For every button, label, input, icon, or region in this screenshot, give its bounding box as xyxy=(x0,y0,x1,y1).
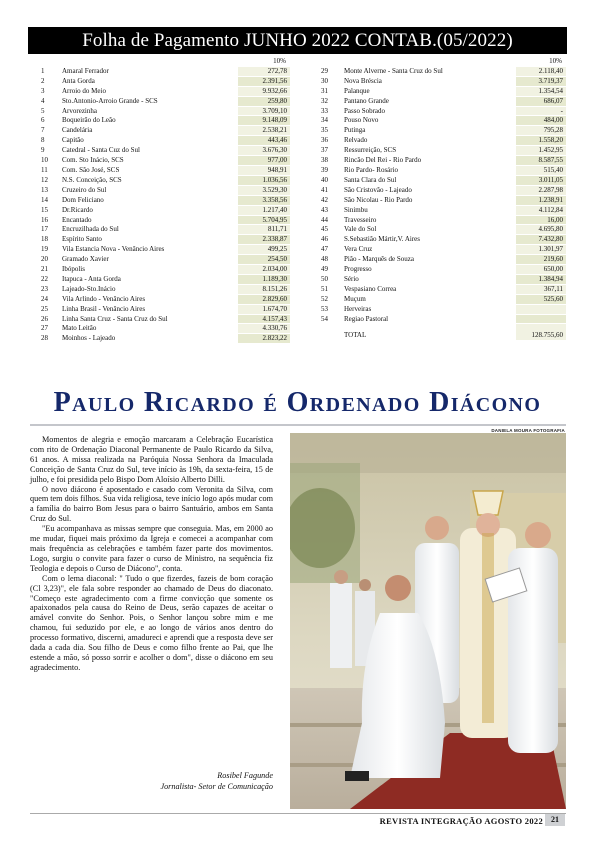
row-value: 1.217,40 xyxy=(238,205,290,215)
parish-name: Rincão Del Rei - Rio Pardo xyxy=(342,156,516,166)
row-value: 4.157,43 xyxy=(238,314,290,324)
percent-header: 10% xyxy=(516,57,566,66)
payroll-row xyxy=(318,274,566,284)
row-number: 54 xyxy=(318,314,342,324)
payroll-row xyxy=(38,324,290,334)
row-number: 44 xyxy=(318,215,342,225)
row-value: 1.301,97 xyxy=(516,245,566,255)
row-number: 32 xyxy=(318,96,342,106)
row-value: 2.829,60 xyxy=(238,294,290,304)
row-number: 3 xyxy=(38,86,60,96)
row-value: 1.354,54 xyxy=(516,86,566,96)
parish-name: Monte Alverne - Santa Cruz do Sul xyxy=(342,66,516,76)
row-number: 45 xyxy=(318,225,342,235)
title-divider xyxy=(30,424,566,426)
row-value: 8.151,26 xyxy=(238,284,290,294)
payroll-row xyxy=(38,185,290,195)
parish-name: Nova Bréscia xyxy=(342,76,516,86)
parish-name: S.Sebastião Mártir,V. Aires xyxy=(342,235,516,245)
author-name: Rosibel Fagunde xyxy=(217,771,273,780)
payroll-row xyxy=(318,215,566,225)
row-number: 36 xyxy=(318,136,342,146)
row-value: 3.709,10 xyxy=(238,106,290,116)
payroll-row xyxy=(38,274,290,284)
payroll-row xyxy=(318,96,566,106)
payroll-row xyxy=(318,185,566,195)
parish-name: Mato Leitão xyxy=(60,324,238,334)
row-value: 515,40 xyxy=(516,165,566,175)
row-value: 3.529,30 xyxy=(238,185,290,195)
payroll-row xyxy=(38,255,290,265)
row-value xyxy=(516,304,566,314)
row-value: 977,00 xyxy=(238,156,290,166)
row-number: 26 xyxy=(38,314,60,324)
row-number: 47 xyxy=(318,245,342,255)
row-number: 28 xyxy=(38,334,60,344)
payroll-row xyxy=(318,146,566,156)
row-value: 3.676,30 xyxy=(238,146,290,156)
total-label: TOTAL xyxy=(342,324,516,341)
parish-name: Pião - Marquês de Souza xyxy=(342,255,516,265)
row-value: 686,07 xyxy=(516,96,566,106)
row-number: 52 xyxy=(318,294,342,304)
parish-name: Sinimbu xyxy=(342,205,516,215)
row-number: 29 xyxy=(318,66,342,76)
payroll-row xyxy=(318,126,566,136)
parish-name: Ressurreição, SCS xyxy=(342,146,516,156)
row-number: 4 xyxy=(38,96,60,106)
payroll-row xyxy=(38,86,290,96)
payroll-row xyxy=(38,156,290,166)
article-paragraph: Momentos de alegria e emoção marcaram a Celebração Eucarística com rito de Ordenação Diaconal Permanente de Paulo Ricardo da Silva, 61 anos. A missa realizada na Paróquia Nossa Senhora da Imaculada Conceição de Santa Cruz do Sul, teve início às 19h, da sexta-feira, 15 de julho, e foi presidida pelo Bispo Dom Aloísio Alberto Dilli. xyxy=(30,435,273,484)
parish-name: Passo Sobrado xyxy=(342,106,516,116)
parish-name: Palanque xyxy=(342,86,516,96)
payroll-row xyxy=(38,126,290,136)
row-value: 9.148,09 xyxy=(238,116,290,126)
row-value: 1.238,91 xyxy=(516,195,566,205)
row-value: 525,60 xyxy=(516,294,566,304)
row-number: 14 xyxy=(38,195,60,205)
parish-name: Linha Santa Cruz - Santa Cruz do Sul xyxy=(60,314,238,324)
row-number: 16 xyxy=(38,215,60,225)
percent-header: 10% xyxy=(238,57,290,66)
row-value: 3.011,05 xyxy=(516,175,566,185)
ordination-photo xyxy=(290,433,566,809)
row-number: 51 xyxy=(318,284,342,294)
row-value: 2.538,21 xyxy=(238,126,290,136)
row-value: 1.674,70 xyxy=(238,304,290,314)
parish-name: Encruzilhada do Sul xyxy=(60,225,238,235)
row-number: 19 xyxy=(38,245,60,255)
row-number: 17 xyxy=(38,225,60,235)
article-paragraph: Com o lema diaconal: " Tudo o que fizerdes, fazeis de bom coração (Cl 3,23)", ele fala sobre responder ao chamado de Deus do diaconato. "Começo este agradecimento com a firme convicção que somente os apaixonados pela causa do Reino de Deus, serão capazes de aceitar o amável convite do Senhor. Pois, o Senhor lançou sobre mim e me chamou, fui seduzido por ele, e ao longo de vários anos dentro do processo formativo, discerni, amadureci e aprendi que a resposta deve ser dada a cada dia. Sou filho de Deus e como filho frente ao Pai, que lhe estende a mão, só posso sorrir e acolher o dom", disse o diácono em seu agradecimento. xyxy=(30,573,273,672)
row-value: 1.452,95 xyxy=(516,146,566,156)
parish-name: Arvorezinha xyxy=(60,106,238,116)
payroll-row xyxy=(318,225,566,235)
row-value: 9.932,66 xyxy=(238,86,290,96)
row-value: 4.695,80 xyxy=(516,225,566,235)
row-value: 7.432,80 xyxy=(516,235,566,245)
row-value: 5.704,95 xyxy=(238,215,290,225)
payroll-row xyxy=(318,255,566,265)
row-number: 22 xyxy=(38,274,60,284)
row-value: 2.823,22 xyxy=(238,334,290,344)
payroll-row xyxy=(38,334,290,344)
row-number: 43 xyxy=(318,205,342,215)
author-role: Jornalista- Setor de Comunicação xyxy=(160,782,273,791)
row-value: 3.358,56 xyxy=(238,195,290,205)
parish-name: Arroio do Meio xyxy=(60,86,238,96)
row-value: 3.719,37 xyxy=(516,76,566,86)
row-value: 367,11 xyxy=(516,284,566,294)
row-value: 443,46 xyxy=(238,136,290,146)
payroll-row xyxy=(318,195,566,205)
payroll-row xyxy=(318,175,566,185)
payroll-row xyxy=(318,294,566,304)
row-value: 499,25 xyxy=(238,245,290,255)
parish-name: Espírito Santo xyxy=(60,235,238,245)
row-value: 1.384,94 xyxy=(516,274,566,284)
payroll-row xyxy=(38,146,290,156)
payroll-row xyxy=(38,284,290,294)
parish-name: Linha Brasil - Venâncio Aires xyxy=(60,304,238,314)
payroll-row xyxy=(318,265,566,275)
parish-name: Muçum xyxy=(342,294,516,304)
row-number: 46 xyxy=(318,235,342,245)
row-value: 4.112,84 xyxy=(516,205,566,215)
payroll-row xyxy=(38,225,290,235)
parish-name: Capitão xyxy=(60,136,238,146)
parish-name: Regiao Pastoral xyxy=(342,314,516,324)
parish-name: Gramado Xavier xyxy=(60,255,238,265)
row-number: 27 xyxy=(38,324,60,334)
payroll-row xyxy=(38,205,290,215)
payroll-row xyxy=(38,265,290,275)
payroll-row xyxy=(38,245,290,255)
row-value: 2.034,00 xyxy=(238,265,290,275)
parish-name: Moinhos - Lajeado xyxy=(60,334,238,344)
row-number: 34 xyxy=(318,116,342,126)
payroll-row xyxy=(38,106,290,116)
payroll-row xyxy=(38,136,290,146)
row-value: 272,78 xyxy=(238,66,290,76)
parish-name: Pantano Grande xyxy=(342,96,516,106)
payroll-row xyxy=(318,284,566,294)
row-number: 2 xyxy=(38,76,60,86)
parish-name: Herveiras xyxy=(342,304,516,314)
parish-name: Travesseiro xyxy=(342,215,516,225)
row-number: 21 xyxy=(38,265,60,275)
row-value: 8.587,55 xyxy=(516,156,566,166)
row-value xyxy=(516,314,566,324)
parish-name: São Nicolau - Rio Pardo xyxy=(342,195,516,205)
row-number: 8 xyxy=(38,136,60,146)
row-value: 259,80 xyxy=(238,96,290,106)
payroll-row xyxy=(38,116,290,126)
page-number: 21 xyxy=(545,814,565,826)
payroll-row xyxy=(318,156,566,166)
parish-name: Candelária xyxy=(60,126,238,136)
row-number: 23 xyxy=(38,284,60,294)
payroll-row xyxy=(318,136,566,146)
payroll-row xyxy=(38,294,290,304)
payroll-table-left xyxy=(38,57,290,344)
payroll-row xyxy=(318,245,566,255)
parish-name: Vila Estancia Nova - Venâncio Aires xyxy=(60,245,238,255)
row-value: 1.558,20 xyxy=(516,136,566,146)
payroll-row xyxy=(318,86,566,96)
row-value: 1.189,30 xyxy=(238,274,290,284)
parish-name: N.S. Conceição, SCS xyxy=(60,175,238,185)
parish-name: Encantado xyxy=(60,215,238,225)
payroll-row xyxy=(38,76,290,86)
article-body xyxy=(30,435,273,673)
payroll-row xyxy=(318,165,566,175)
article-paragraph: O novo diácono é aposentado e casado com Veronita da Silva, com quem tem dois filhos. Sua vida religiosa, teve início logo após mudar com a família do bairro Bom Jesus para o bairro Santuário, ambos em Santa Cruz do Sul. xyxy=(30,484,273,524)
payroll-row xyxy=(318,76,566,86)
row-number: 38 xyxy=(318,156,342,166)
row-value: 254,50 xyxy=(238,255,290,265)
row-number: 7 xyxy=(38,126,60,136)
row-value: 650,00 xyxy=(516,265,566,275)
parish-name: Catedral - Santa Cuz do Sul xyxy=(60,146,238,156)
payroll-row xyxy=(38,314,290,324)
parish-name: Rio Pardo- Rosário xyxy=(342,165,516,175)
row-number: 41 xyxy=(318,185,342,195)
parish-name: Relvado xyxy=(342,136,516,146)
row-value: 484,00 xyxy=(516,116,566,126)
row-value: 811,71 xyxy=(238,225,290,235)
parish-name: Lajeado-Sto.Inácio xyxy=(60,284,238,294)
parish-name: Boqueirão do Leão xyxy=(60,116,238,126)
row-number: 20 xyxy=(38,255,60,265)
row-value: 16,00 xyxy=(516,215,566,225)
row-number: 48 xyxy=(318,255,342,265)
parish-name: Santa Clara do Sul xyxy=(342,175,516,185)
row-number: 13 xyxy=(38,185,60,195)
total-row xyxy=(318,324,566,341)
row-number: 49 xyxy=(318,265,342,275)
parish-name: São Cristovão - Lajeado xyxy=(342,185,516,195)
total-value: 128.755,60 xyxy=(516,324,566,341)
payroll-row xyxy=(318,106,566,116)
row-value: 4.330,76 xyxy=(238,324,290,334)
row-number: 30 xyxy=(318,76,342,86)
payroll-row xyxy=(318,304,566,314)
row-value: 948,91 xyxy=(238,165,290,175)
payroll-row xyxy=(38,235,290,245)
row-number: 50 xyxy=(318,274,342,284)
row-value: 795,28 xyxy=(516,126,566,136)
row-number: 18 xyxy=(38,235,60,245)
parish-name: Progresso xyxy=(342,265,516,275)
payroll-table-right xyxy=(318,57,566,341)
parish-name: Pouso Novo xyxy=(342,116,516,126)
payroll-row xyxy=(38,304,290,314)
row-number: 33 xyxy=(318,106,342,116)
payroll-row xyxy=(38,66,290,76)
row-number: 39 xyxy=(318,165,342,175)
row-value: 2.287,98 xyxy=(516,185,566,195)
row-number: 10 xyxy=(38,156,60,166)
row-number: 1 xyxy=(38,66,60,76)
footer-divider xyxy=(30,813,566,814)
payroll-row xyxy=(38,96,290,106)
parish-name: Vera Cruz xyxy=(342,245,516,255)
photo-credit: DANIELA MOURA FOTOGRAFIA xyxy=(491,428,565,433)
parish-name: Vila Arlindo - Venâncio Aires xyxy=(60,294,238,304)
parish-name: Sério xyxy=(342,274,516,284)
row-number: 31 xyxy=(318,86,342,96)
row-value: 2.118,40 xyxy=(516,66,566,76)
payroll-row xyxy=(318,235,566,245)
payroll-row xyxy=(318,116,566,126)
row-value: 2.391,56 xyxy=(238,76,290,86)
payroll-row xyxy=(318,66,566,76)
parish-name: Vespasiano Correa xyxy=(342,284,516,294)
payroll-row xyxy=(38,165,290,175)
row-number: 9 xyxy=(38,146,60,156)
parish-name: Sto.Antonio-Arroio Grande - SCS xyxy=(60,96,238,106)
parish-name: Putinga xyxy=(342,126,516,136)
row-number: 12 xyxy=(38,175,60,185)
row-value: 2.338,87 xyxy=(238,235,290,245)
row-number: 40 xyxy=(318,175,342,185)
row-number: 11 xyxy=(38,165,60,175)
parish-name: Cruzeiro do Sul xyxy=(60,185,238,195)
row-number: 24 xyxy=(38,294,60,304)
payroll-row xyxy=(318,314,566,324)
parish-name: Com. São José, SCS xyxy=(60,165,238,175)
parish-name: Vale do Sol xyxy=(342,225,516,235)
article-title: Paulo Ricardo é Ordenado Diácono xyxy=(53,387,542,418)
article-paragraph: "Eu acompanhava as missas sempre que conseguia. Mas, em 2000 ao me mudar, fiquei mais próximo da Igreja e comecei a acompanhar com mais frequência as celebrações e também fazer parte dos movimentos. Logo, surgiu o convite para fazer o curso de Ministro, na sequência fiz Teologia e depois o Curso de Diácono", conta. xyxy=(30,524,273,573)
parish-name: Ibópolis xyxy=(60,265,238,275)
row-value: - xyxy=(516,106,566,116)
row-number: 25 xyxy=(38,304,60,314)
row-number: 5 xyxy=(38,106,60,116)
row-number: 37 xyxy=(318,146,342,156)
page-header-title: Folha de Pagamento JUNHO 2022 CONTAB.(05/2022) xyxy=(28,27,567,54)
parish-name: Dr.Ricardo xyxy=(60,205,238,215)
payroll-row xyxy=(38,215,290,225)
row-value: 1.036,56 xyxy=(238,175,290,185)
magazine-footer: REVISTA INTEGRAÇÃO AGOSTO 2022 xyxy=(379,816,543,826)
row-number: 42 xyxy=(318,195,342,205)
parish-name: Dom Feliciano xyxy=(60,195,238,205)
row-number: 53 xyxy=(318,304,342,314)
row-number: 6 xyxy=(38,116,60,126)
row-value: 219,60 xyxy=(516,255,566,265)
row-number: 15 xyxy=(38,205,60,215)
parish-name: Amaral Ferrador xyxy=(60,66,238,76)
payroll-row xyxy=(38,175,290,185)
parish-name: Anta Gorda xyxy=(60,76,238,86)
payroll-row xyxy=(38,195,290,205)
parish-name: Com. Sto Inácio, SCS xyxy=(60,156,238,166)
parish-name: Itapuca - Anta Gorda xyxy=(60,274,238,284)
payroll-row xyxy=(318,205,566,215)
row-number: 35 xyxy=(318,126,342,136)
